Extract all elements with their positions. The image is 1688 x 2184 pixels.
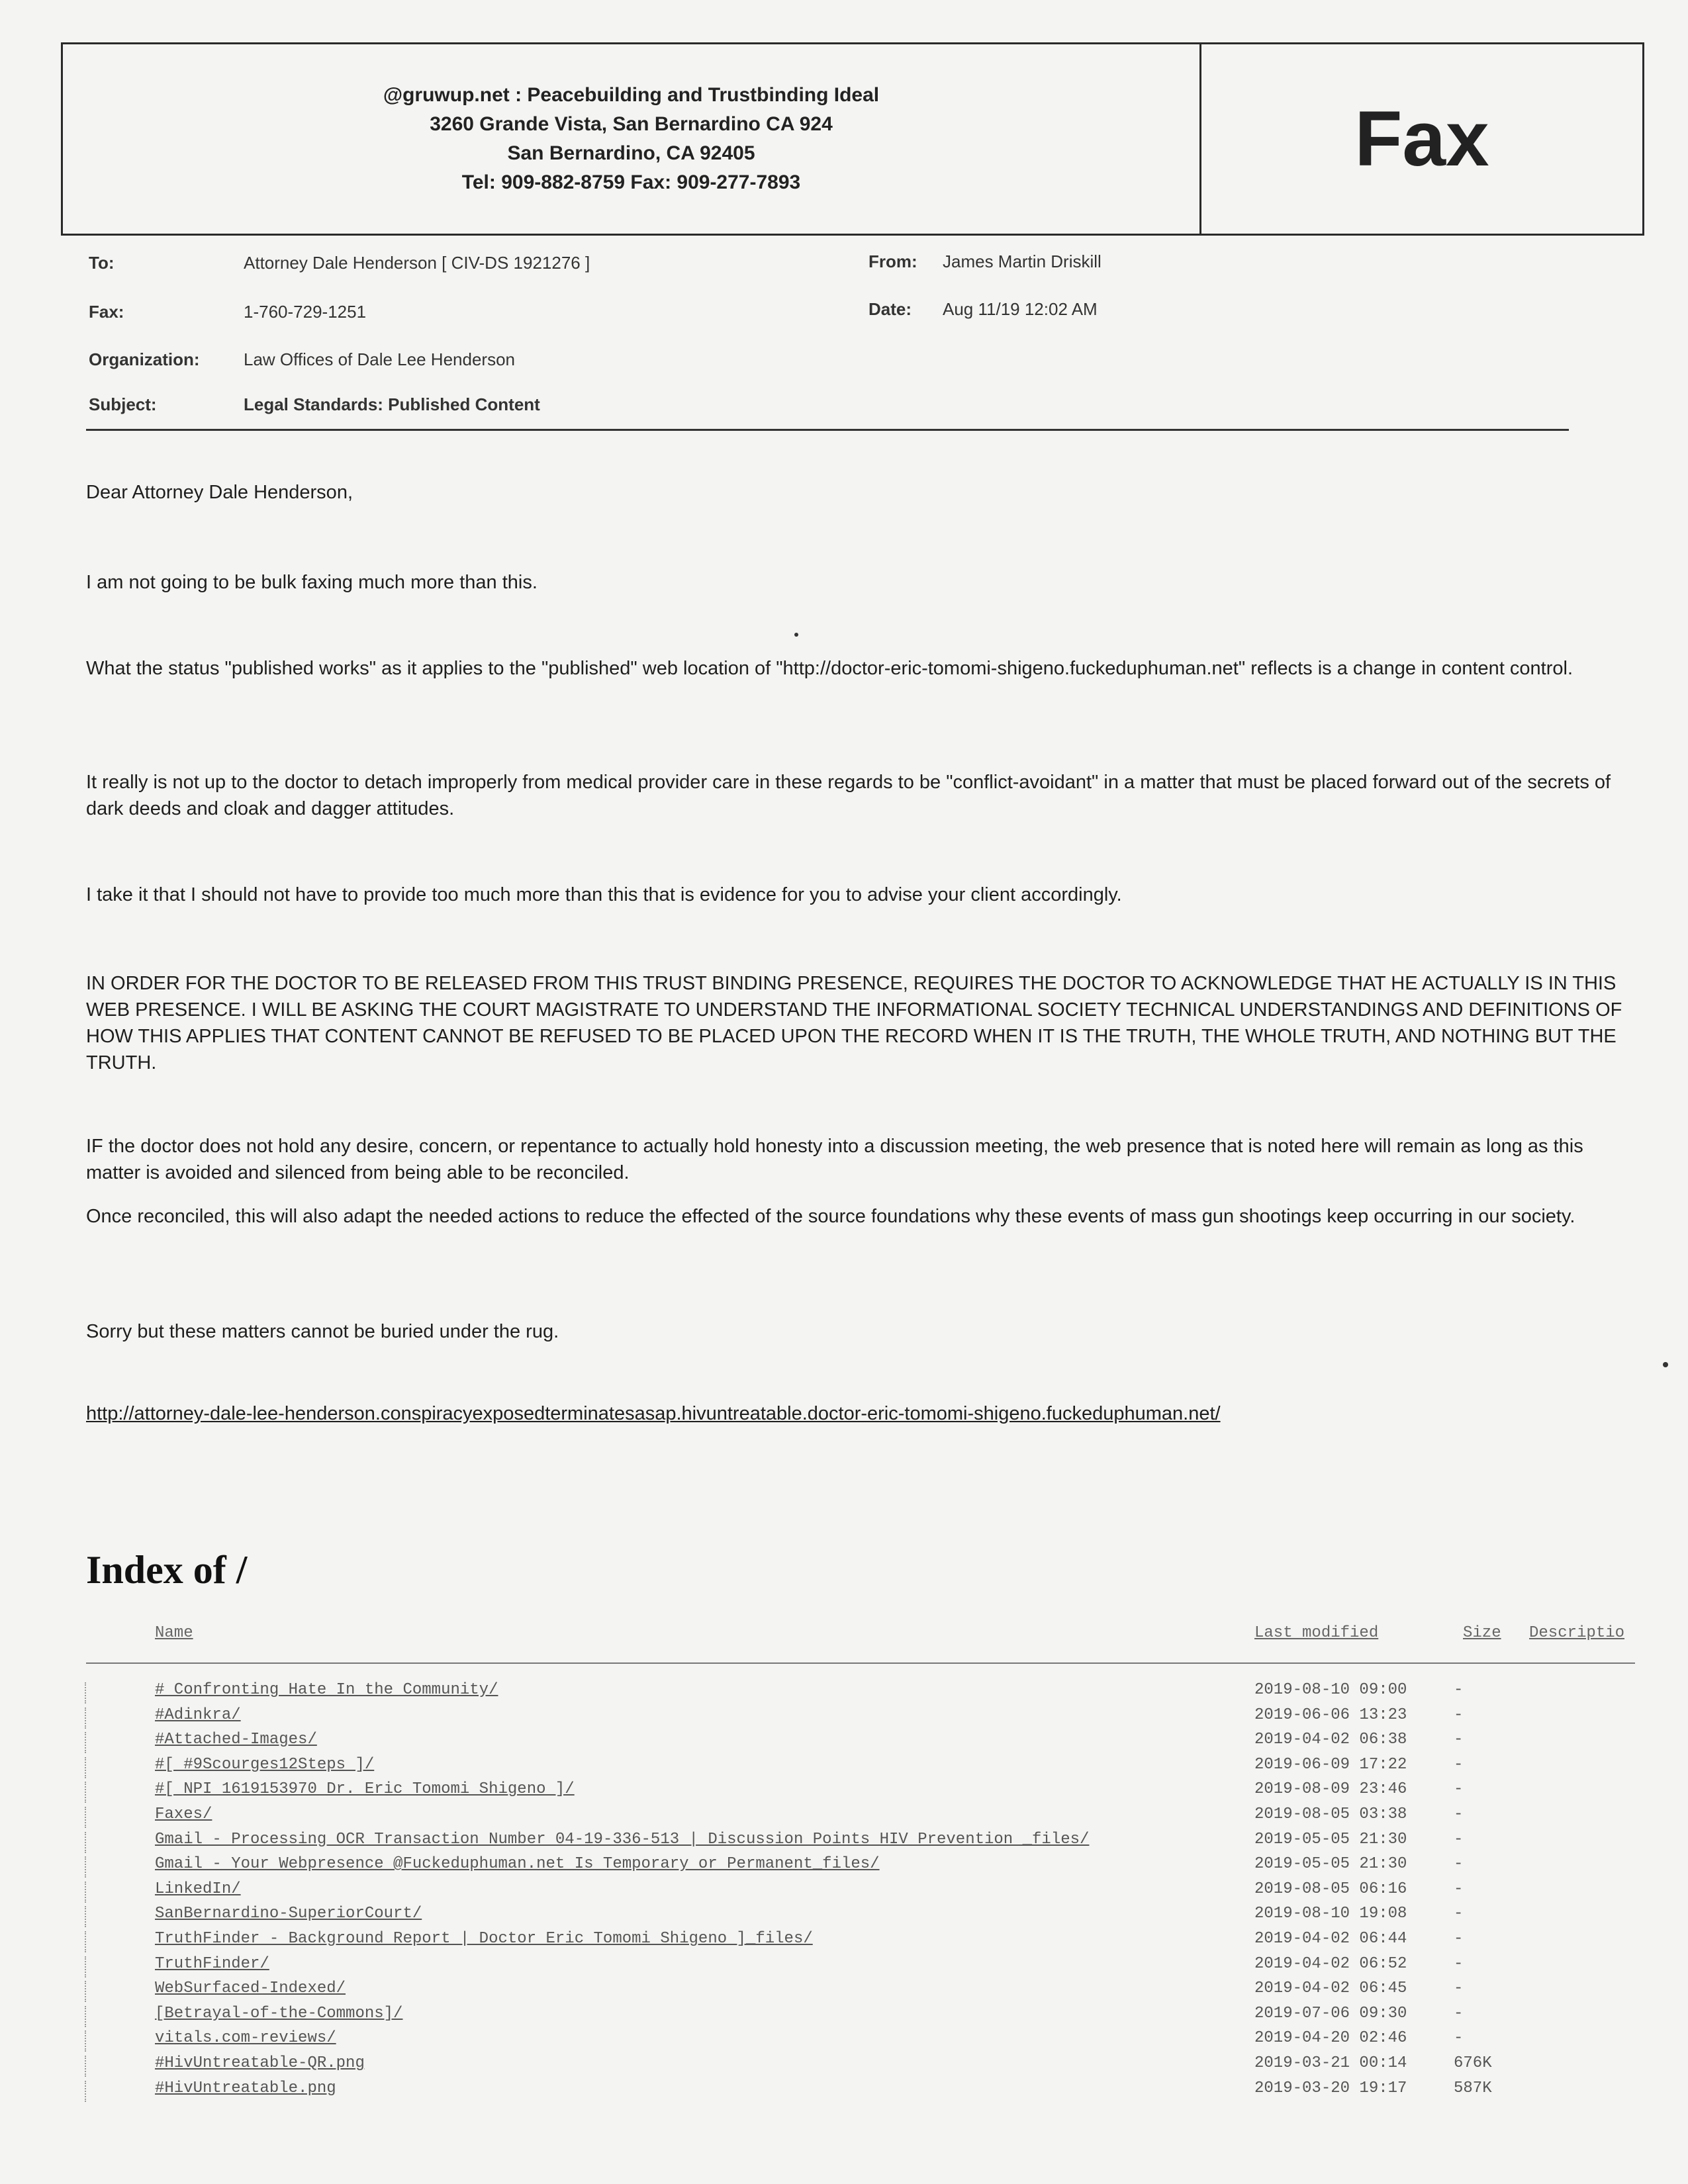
- doc-type-title: Fax: [1354, 95, 1489, 183]
- file-modified: 2019-03-20 19:17: [1254, 2079, 1407, 2097]
- paragraph-7: Once reconciled, this will also adapt the needed actions to reduce the effected of the source foundations why these events of mass gun shootings keep occurring in our society.: [86, 1206, 1575, 1227]
- file-icon: [85, 1906, 126, 1927]
- file-modified: 2019-08-10 09:00: [1254, 1681, 1407, 1699]
- organization-value: Law Offices of Dale Lee Henderson: [244, 349, 515, 369]
- list-item[interactable]: [0, 1780, 1688, 1805]
- from-label: From:: [868, 251, 917, 271]
- file-size: -: [1454, 1706, 1464, 1724]
- list-item[interactable]: [0, 1681, 1688, 1706]
- scan-speck: [794, 633, 798, 637]
- file-modified: 2019-08-09 23:46: [1254, 1780, 1407, 1799]
- file-modified: 2019-03-21 00:14: [1254, 2054, 1407, 2072]
- list-item[interactable]: [0, 1756, 1688, 1781]
- sender-org: @gruwup.net : Peacebuilding and Trustbinding Ideal: [383, 84, 880, 106]
- column-header-last-modified[interactable]: Last modified: [1254, 1624, 1379, 1642]
- file-modified: 2019-08-05 06:16: [1254, 1880, 1407, 1898]
- doc-type-block: [1201, 44, 1642, 234]
- file-icon: [85, 1981, 126, 2002]
- date-value: Aug 11/19 12:02 AM: [943, 299, 1098, 319]
- file-size: -: [1454, 1930, 1464, 1948]
- paragraph-4: I take it that I should not have to provide too much more than this that is evidence for you to advise your client accordingly.: [86, 884, 1122, 905]
- list-item[interactable]: [0, 1706, 1688, 1731]
- file-link[interactable]: LinkedIn/: [155, 1880, 241, 1898]
- file-size: -: [1454, 2004, 1464, 2023]
- file-link[interactable]: TruthFinder - Background Report | Doctor Eric Tomomi Shigeno ]_files/: [155, 1930, 813, 1948]
- list-item[interactable]: [0, 1831, 1688, 1856]
- file-size: -: [1454, 1830, 1464, 1848]
- file-icon: [85, 1682, 126, 1704]
- subject-value: Legal Standards: Published Content: [244, 394, 540, 414]
- file-size: -: [1454, 1954, 1464, 1973]
- file-icon: [85, 1856, 126, 1878]
- file-modified: 2019-04-02 06:52: [1254, 1954, 1407, 1973]
- to-value: Attorney Dale Henderson [ CIV-DS 1921276 ]: [244, 253, 590, 273]
- fax-header-box: [61, 42, 1644, 236]
- paragraph-8: Sorry but these matters cannot be buried under the rug.: [86, 1321, 559, 1342]
- file-icon: [85, 1807, 126, 1828]
- file-modified: 2019-07-06 09:30: [1254, 2004, 1407, 2023]
- file-size: -: [1454, 1905, 1464, 1923]
- file-link[interactable]: Gmail - Processing OCR Transaction Number 04-19-336-513 | Discussion Points HIV Prevention _files/: [155, 1830, 1090, 1848]
- file-link[interactable]: # Confronting Hate In the Community/: [155, 1681, 498, 1699]
- file-link[interactable]: [Betrayal-of-the-Commons]/: [155, 2004, 403, 2023]
- scan-speck: [1663, 1362, 1668, 1367]
- file-link[interactable]: Gmail - Your Webpresence @Fuckeduphuman.net Is Temporary or Permanent_files/: [155, 1855, 880, 1874]
- file-link[interactable]: #[ #9Scourges12Steps ]/: [155, 1755, 375, 1774]
- salutation: Dear Attorney Dale Henderson,: [86, 482, 353, 503]
- file-link[interactable]: TruthFinder/: [155, 1954, 269, 1973]
- list-item[interactable]: [0, 2054, 1688, 2079]
- file-link[interactable]: #Attached-Images/: [155, 1731, 317, 1749]
- paragraph-5: IN ORDER FOR THE DOCTOR TO BE RELEASED FROM THIS TRUST BINDING PRESENCE, REQUIRES THE DOCTOR TO ACKNOWLEDGE THAT HE ACTUALLY IS IN THIS WEB PRESENCE. I WILL BE ASKING THE COURT MAGISTRATE TO UNDERSTAND THE INFORMATIONAL SOCIETY TECHNICAL UNDERSTANDINGS AND DEFINITIONS OF HOW THIS APPLIES THAT CONTENT CANNOT BE REFUSED TO BE PLACED UPON THE RECORD WHEN IT IS THE TRUTH, THE WHOLE TRUTH, AND NOTHING BUT THE TRUTH.: [86, 973, 1622, 1073]
- list-item[interactable]: [0, 1979, 1688, 2005]
- file-size: -: [1454, 1780, 1464, 1799]
- paragraph-3: It really is not up to the doctor to detach improperly from medical provider care in these regards to be "conflict-avoidant" in a matter that must be placed forward out of the secrets of dark deeds and cloak and dagger attitudes.: [86, 772, 1611, 819]
- file-modified: 2019-08-05 03:38: [1254, 1805, 1407, 1823]
- file-modified: 2019-05-05 21:30: [1254, 1830, 1407, 1848]
- file-link[interactable]: SanBernardino-SuperiorCourt/: [155, 1905, 422, 1923]
- file-icon: [85, 2081, 126, 2102]
- paragraph-2: What the status "published works" as it applies to the "published" web location of "http://doctor-eric-tomomi-shigeno.fuckeduphuman.net" reflects is a change in content control.: [86, 658, 1573, 679]
- subject-label: Subject:: [89, 394, 157, 414]
- file-link[interactable]: #[ NPI 1619153970 Dr. Eric Tomomi Shigeno ]/: [155, 1780, 575, 1799]
- file-modified: 2019-05-05 21:30: [1254, 1855, 1407, 1874]
- file-icon: [85, 1956, 126, 1978]
- index-title: Index of /: [86, 1548, 248, 1592]
- list-item[interactable]: [0, 1905, 1688, 1930]
- file-size: -: [1454, 1681, 1464, 1699]
- paragraph-6: IF the doctor does not hold any desire, concern, or repentance to actually hold honesty into a discussion meeting, the web presence that is noted here will remain as long as this matter is avoided and silenced from being able to be reconciled.: [86, 1136, 1583, 1183]
- file-icon: [85, 1757, 126, 1778]
- file-icon: [85, 1782, 126, 1803]
- file-size: -: [1454, 2029, 1464, 2048]
- organization-label: Organization:: [89, 349, 200, 369]
- list-item[interactable]: [0, 1855, 1688, 1880]
- file-size: 676K: [1454, 2054, 1492, 2072]
- list-item[interactable]: [0, 1880, 1688, 1905]
- file-icon: [85, 2030, 126, 2052]
- date-label: Date:: [868, 299, 912, 319]
- file-size: -: [1454, 1855, 1464, 1874]
- column-header-description[interactable]: Descriptio: [1529, 1624, 1625, 1642]
- file-modified: 2019-04-02 06:45: [1254, 1979, 1407, 1998]
- file-modified: 2019-06-09 17:22: [1254, 1755, 1407, 1774]
- column-header-name[interactable]: Name: [155, 1624, 193, 1642]
- file-size: -: [1454, 1880, 1464, 1898]
- file-link[interactable]: WebSurfaced-Indexed/: [155, 1979, 346, 1998]
- file-modified: 2019-04-02 06:38: [1254, 1731, 1407, 1749]
- file-size: -: [1454, 1755, 1464, 1774]
- file-link[interactable]: Faxes/: [155, 1805, 212, 1823]
- file-link[interactable]: #Adinkra/: [155, 1706, 241, 1724]
- file-size: -: [1454, 1979, 1464, 1998]
- sender-phones: Tel: 909-882-8759 Fax: 909-277-7893: [461, 171, 801, 193]
- file-size: -: [1454, 1805, 1464, 1823]
- list-item[interactable]: [0, 1731, 1688, 1756]
- sender-address-line2: San Bernardino, CA 92405: [507, 142, 755, 164]
- list-item[interactable]: [0, 1805, 1688, 1831]
- file-modified: 2019-08-10 19:08: [1254, 1905, 1407, 1923]
- paragraph-1: I am not going to be bulk faxing much more than this.: [86, 572, 538, 593]
- file-icon: [85, 1931, 126, 1952]
- fax-label: Fax:: [89, 302, 124, 322]
- file-icon: [85, 1732, 126, 1753]
- file-link[interactable]: vitals.com-reviews/: [155, 2029, 336, 2048]
- file-icon: [85, 1832, 126, 1853]
- file-size: -: [1454, 1731, 1464, 1749]
- file-icon: [85, 1707, 126, 1729]
- file-icon: [85, 2056, 126, 2077]
- web-presence-link[interactable]: http://attorney-dale-lee-henderson.conspiracyexposedterminatesasap.hivuntreatable.doctor-eric-tomomi-shigeno.fuckeduphuman.net/: [86, 1403, 1221, 1424]
- file-modified: 2019-04-02 06:44: [1254, 1930, 1407, 1948]
- index-divider: [86, 1662, 1635, 1664]
- column-header-size[interactable]: Size: [1463, 1624, 1501, 1642]
- list-item[interactable]: [0, 1930, 1688, 1955]
- file-modified: 2019-04-20 02:46: [1254, 2029, 1407, 2048]
- file-link[interactable]: #HivUntreatable-QR.png: [155, 2054, 365, 2072]
- file-modified: 2019-06-06 13:23: [1254, 1706, 1407, 1724]
- sender-address-line1: 3260 Grande Vista, San Bernardino CA 924: [430, 113, 833, 135]
- fax-value: 1-760-729-1251: [244, 302, 367, 322]
- file-link[interactable]: #HivUntreatable.png: [155, 2079, 336, 2097]
- sender-block: [63, 44, 1201, 234]
- header-divider: [86, 429, 1569, 431]
- list-item[interactable]: [0, 2029, 1688, 2054]
- file-icon: [85, 2006, 126, 2027]
- list-item[interactable]: [0, 1955, 1688, 1980]
- to-label: To:: [89, 253, 115, 273]
- file-icon: [85, 1882, 126, 1903]
- from-value: James Martin Driskill: [943, 251, 1102, 271]
- list-item[interactable]: [0, 2079, 1688, 2105]
- list-item[interactable]: [0, 2005, 1688, 2030]
- file-size: 587K: [1454, 2079, 1492, 2097]
